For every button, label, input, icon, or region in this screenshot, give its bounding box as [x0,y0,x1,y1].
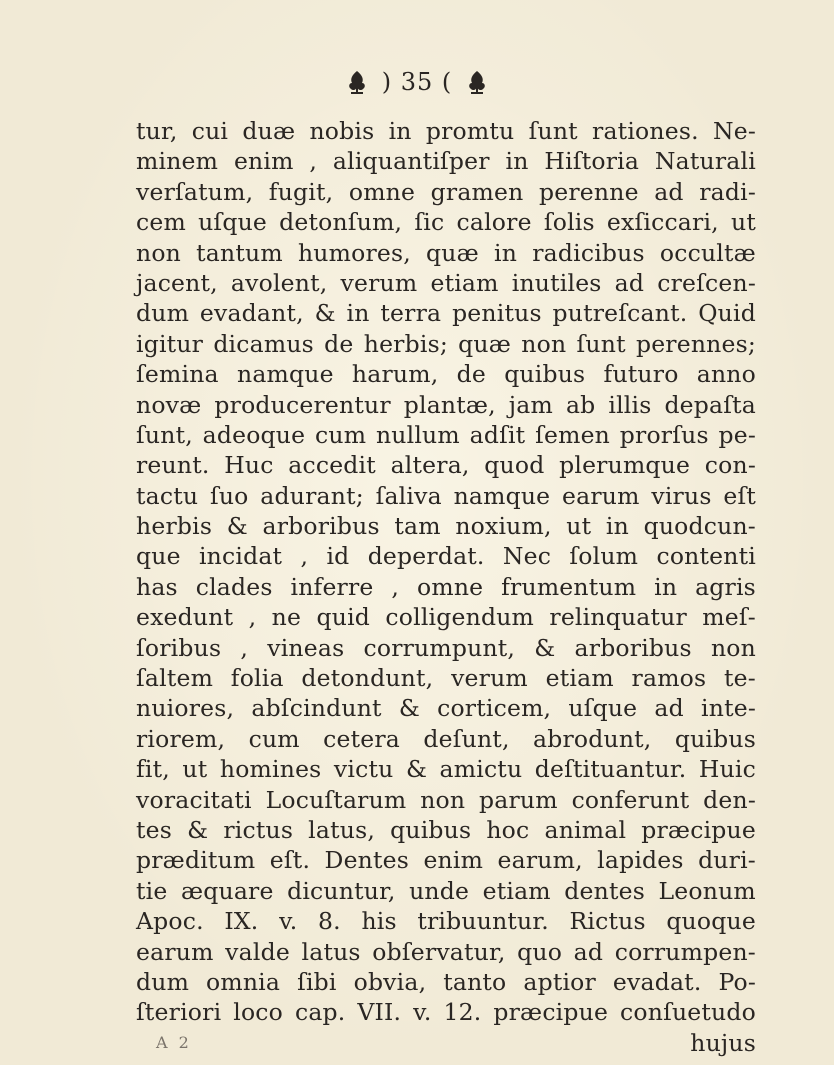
word: ſunt, [136,420,193,449]
word: dicuntur, [287,876,396,905]
word: , [391,572,400,601]
word: inferre [290,572,374,601]
word: pe- [718,420,756,449]
word: humores, [297,238,411,267]
word: reunt. [136,451,210,480]
word: ut [182,755,208,784]
text-line [136,815,756,845]
word: Hiſtoria [544,147,640,176]
word: quibus [674,724,756,753]
word: uſque [568,694,638,723]
word: deſtituantur. [534,755,687,784]
word: quod [484,451,545,480]
word: enim [233,147,294,176]
word: fugit, [268,177,334,206]
word: adſit [469,420,526,449]
word: Po- [718,967,756,996]
word: arboribus [262,512,380,541]
word: perenne [539,177,639,206]
word: nobis [309,117,375,145]
word: gramen [430,177,524,206]
text-line [136,116,756,146]
word: dum [136,967,190,996]
word: deſunt, [423,724,510,753]
text-line [136,511,756,541]
word: contenti [656,542,756,571]
word: tes [136,815,173,844]
text-line [136,146,756,176]
text-line [136,693,756,723]
word: den- [703,785,756,814]
text-line [136,450,756,480]
word: occultæ [659,238,756,267]
word: noxium, [455,512,552,541]
word: quodcun- [643,512,756,541]
word: igitur [136,329,204,358]
text-line [136,541,756,571]
word: obvia, [353,967,427,996]
text-line [136,845,756,875]
word: adurant; [260,481,364,510]
word: non [420,785,466,814]
text-line [136,177,756,207]
word: id [326,542,350,571]
word: duri- [698,846,756,875]
word: perennes; [635,329,756,358]
word: harum, [351,360,439,389]
word: conſuetudo [620,998,756,1027]
word: , [248,603,257,632]
word: Apoc. [136,907,204,936]
word: cap. [294,998,346,1027]
word: tantum [196,238,283,267]
text-line [136,785,756,815]
word: relinquatur [549,603,687,632]
word: , [309,147,318,176]
word: altera, [390,451,470,480]
word: ſuo [209,481,249,510]
word: exſiccari, [606,208,719,237]
text-line [136,937,756,967]
word: Quid [698,299,756,328]
word: adeoque [202,420,306,449]
word: ſic [414,208,445,237]
word: his [361,907,397,936]
word: nullum [375,420,460,449]
word: unde [409,876,470,905]
text-line [136,633,756,663]
word: ſteriori [136,998,222,1027]
word: lapides [597,846,684,875]
word: quo [517,937,563,966]
word: incidat [198,542,283,571]
catchword: hujus [690,1028,756,1057]
text-line [136,268,756,298]
word: verum [340,268,418,297]
word: corrumpen- [614,937,756,966]
word: non [136,238,182,267]
word: ſaliva [375,481,442,510]
word: earum [562,481,640,510]
word: ſemina [136,360,219,389]
word: omnia [206,967,281,996]
word: in [494,238,518,267]
word: novæ [136,390,202,419]
word: v. [413,998,432,1027]
word: accedit [288,451,376,480]
word: parum [479,785,558,814]
word: de [456,360,486,389]
word: & [534,633,556,662]
word: & [405,755,428,784]
word: omne [416,572,484,601]
word: in [388,117,412,145]
word: plerumque [559,451,691,480]
word: eſt [723,481,756,510]
word: promtu [425,117,515,145]
text-line [136,724,756,754]
word: Locuſtarum [265,785,407,814]
word: radi- [699,177,756,206]
word: etiam [545,664,614,693]
word: corticem, [437,694,552,723]
word: victu [333,755,394,784]
word: ad [573,937,604,966]
word: earum, [497,846,583,875]
text-line [136,967,756,997]
word: minem [136,147,219,176]
word: v. [279,907,298,936]
word: ad [654,694,684,723]
word: prorſus [619,420,709,449]
word: nuiores, [136,694,235,723]
word: uſque [198,208,268,237]
text-line [136,997,756,1027]
word: evadant, [199,299,304,328]
word: ramos [631,664,707,693]
word: inte- [701,694,756,723]
word: herbis; [363,329,448,358]
word: ad [654,177,684,206]
word: animal [544,815,627,844]
word: ſunt [528,117,578,145]
word: in [605,512,629,541]
word: valde [225,937,290,966]
word: latus, [308,815,376,844]
word: Naturali [654,147,756,176]
word: earum [136,937,214,966]
word: herbis [136,512,213,541]
word: etiam [430,268,499,297]
text-line [136,420,756,450]
word: cui [191,117,229,145]
word: duæ [242,117,296,145]
word: deperdat. [367,542,485,571]
word: quæ [426,238,479,267]
word: futuro [603,360,679,389]
word: penitus [452,299,542,328]
text-line [136,359,756,389]
word: aliquantiſper [332,147,490,176]
word: cum [248,724,300,753]
word: colligendum [385,603,535,632]
word: , [240,633,249,662]
word: frumentum [501,572,637,601]
word: quibus [504,360,586,389]
word: conferunt [571,785,690,814]
word: Dentes [324,846,410,875]
text-line [136,663,756,693]
word: ne [271,603,302,632]
word: calore [456,208,532,237]
word: abrodunt, [533,724,652,753]
word: quibus [390,815,472,844]
word: & [226,512,248,541]
word: fit, [136,755,170,784]
word: agris [695,572,756,601]
word: ad [614,268,645,297]
word: præditum [136,846,256,875]
text-line [136,572,756,602]
text-line [136,602,756,632]
word: terra [380,299,442,328]
word: & [314,299,336,328]
word: radicibus [532,238,645,267]
word: depaſta [664,390,756,419]
word: putreſcant. [552,299,688,328]
word: quæ [458,329,512,358]
word: IX. [224,907,259,936]
word: namque [236,360,334,389]
word: tribuuntur. [417,907,549,936]
word: 12. [443,998,482,1027]
text-line [136,876,756,906]
word: verſatum, [136,177,254,206]
text-line [136,238,756,268]
word: voracitati [136,785,252,814]
word: & [187,815,209,844]
word: & [398,694,420,723]
word: Leonum [658,876,756,905]
text-line [136,207,756,237]
word: jacent, [136,268,218,297]
word: has [136,572,178,601]
word: cum [315,420,367,449]
text-line [136,298,756,328]
word: tie [136,876,168,905]
word: tam [394,512,441,541]
word: jam [508,390,553,419]
word: riorem, [136,724,226,753]
word: etiam [482,876,551,905]
word: loco [233,998,284,1027]
word: avolent, [230,268,328,297]
word: con- [704,451,756,480]
page-header [0,68,834,96]
word: verum [451,664,528,693]
word: quoque [666,907,756,936]
word: aptior [523,967,596,996]
word: dum [136,299,190,328]
word: vineas [267,633,345,662]
word: latus [301,937,361,966]
word: detonſum, [279,208,403,237]
word: ſibi [297,967,337,996]
page-number: ) 35 ( [381,68,453,96]
word: abſcindunt [251,694,382,723]
word: Ne- [712,117,756,145]
word: obſervatur, [372,937,506,966]
word: corrumpunt, [363,633,516,662]
word: evadat. [612,967,702,996]
word: plantæ, [403,390,496,419]
word: præcipue [641,815,756,844]
word: tanto [443,967,507,996]
word: in [346,299,370,328]
word: ſoribus [136,633,222,662]
word: ut [730,208,756,237]
catchword-line [136,1028,756,1058]
word: enim [423,846,484,875]
word: non [521,329,567,358]
word: arboribus [574,633,692,662]
word: namque [453,481,551,510]
word: cem [136,208,186,237]
word: detondunt, [301,664,434,693]
word: tactu [136,481,199,510]
word: clades [195,572,273,601]
word: ſunt [576,329,626,358]
word: VII. [357,998,402,1027]
left-fleuron-icon [346,69,368,95]
word: ſemen [535,420,611,449]
word: te- [724,664,756,693]
word: creſcen- [657,268,756,297]
word: que [136,542,181,571]
text-line [136,754,756,784]
word: Rictus [569,907,646,936]
word: Huic [698,755,756,784]
signature-mark: A 2 [156,1032,192,1052]
text-line [136,481,756,511]
word: præcipue [493,998,609,1027]
word: dicamus [213,329,314,358]
word: Huc [224,451,274,480]
word: rictus [223,815,294,844]
body-text [136,116,756,1058]
word: folia [230,664,284,693]
word: rationes. [592,117,699,145]
word: hoc [486,815,530,844]
word: meſ- [702,603,756,632]
word: ſaltem [136,664,214,693]
word: exedunt [136,603,234,632]
word: quid [316,603,371,632]
word: ſolis [543,208,595,237]
word: anno [696,360,756,389]
word: de [324,329,354,358]
word: ut [566,512,592,541]
word: homines [219,755,322,784]
word: amictu [439,755,523,784]
word: ſolum [569,542,639,571]
word: producerentur [214,390,391,419]
word: in [505,147,529,176]
word: 8. [318,907,341,936]
word: dentes [564,876,645,905]
word: non [710,633,756,662]
word: virus [651,481,712,510]
word: in [654,572,678,601]
text-line [136,329,756,359]
text-line [136,906,756,936]
word: inutiles [511,268,602,297]
word: ab [565,390,596,419]
word: æquare [180,876,274,905]
word: Nec [502,542,552,571]
word: cetera [323,724,401,753]
word: illis [608,390,652,419]
word: tur, [136,117,178,145]
word: , [300,542,309,571]
word: omne [348,177,416,206]
word: eſt. [269,846,311,875]
right-fleuron-icon [466,69,488,95]
text-line [136,390,756,420]
